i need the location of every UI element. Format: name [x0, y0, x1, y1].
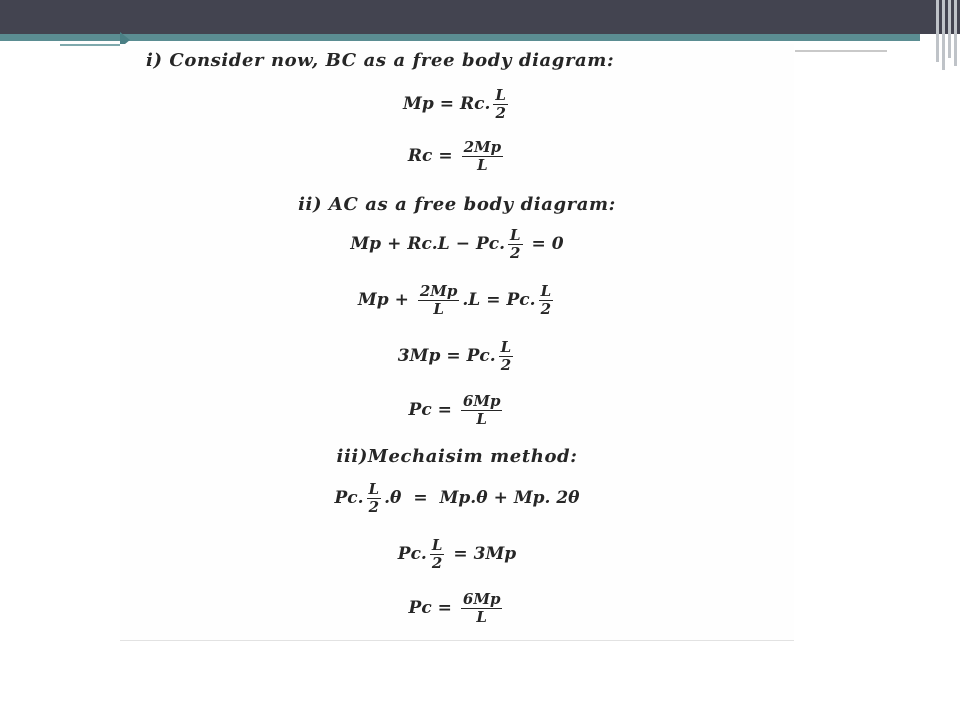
slide-right-decoration: [948, 0, 951, 58]
numerator: L: [500, 338, 512, 356]
denominator: 2: [495, 104, 506, 122]
plus-sign: +: [394, 290, 409, 310]
term: Mp: [357, 290, 389, 310]
numerator: 2Mp: [419, 282, 458, 300]
fraction: [508, 228, 523, 261]
denominator: L: [477, 156, 488, 174]
equation-work: [120, 482, 794, 515]
heading-bc-free-body: i) Consider now, BC as a free body diagram:: [146, 50, 615, 71]
heading-ac-free-body: ii) AC as a free body diagram:: [298, 194, 616, 215]
fraction: [461, 592, 503, 625]
denominator: 2: [540, 300, 552, 318]
numerator: 6Mp: [462, 392, 501, 410]
fraction: [430, 538, 445, 571]
denominator: 2: [510, 244, 521, 262]
term: Pc.: [466, 346, 496, 366]
heading-mechanism-method: iii)Mechaisim method:: [336, 446, 578, 467]
denominator: L: [476, 410, 487, 428]
numerator: L: [495, 86, 506, 104]
term: Pc.: [397, 544, 427, 564]
equation-moment-sum: [120, 228, 794, 261]
equals-sign: =: [531, 234, 546, 254]
equals-sign: =: [437, 400, 452, 420]
term: Rc: [407, 146, 433, 166]
equation-rc: [120, 140, 794, 173]
plus-sign: +: [387, 234, 402, 254]
fraction: [367, 482, 382, 515]
equation-substituted: [120, 284, 794, 317]
fraction: [462, 140, 504, 173]
equation-3mp: [120, 340, 794, 373]
equals-sign: =: [438, 146, 453, 166]
equals-sign: =: [439, 94, 454, 114]
equation-image: [120, 44, 794, 641]
term: 3Mp: [397, 346, 441, 366]
denominator: 2: [500, 356, 512, 374]
fraction: [539, 284, 554, 317]
fraction: [418, 284, 460, 317]
term: .L: [462, 290, 481, 310]
denominator: 2: [368, 498, 380, 516]
numerator: 6Mp: [462, 590, 501, 608]
term: Pc.: [334, 488, 364, 508]
numerator: L: [540, 282, 552, 300]
term: Pc.: [506, 290, 536, 310]
equals-sign: =: [413, 488, 428, 508]
slide-top-bar: [0, 0, 960, 34]
equals-sign: =: [446, 346, 461, 366]
term: Pc: [408, 400, 432, 420]
equals-sign: =: [453, 544, 468, 564]
numerator: L: [368, 480, 380, 498]
equation-pc-final: [120, 592, 794, 625]
fraction: [493, 88, 508, 121]
term: 3Mp: [473, 544, 517, 564]
fraction: [461, 394, 503, 427]
fraction: [499, 340, 514, 373]
equals-sign: =: [437, 598, 452, 618]
term: 0: [551, 234, 564, 254]
denominator: 2: [431, 554, 443, 572]
equation-pc-result: [120, 394, 794, 427]
denominator: L: [433, 300, 444, 318]
term: Rc.L: [407, 234, 450, 254]
term: Mp: [350, 234, 382, 254]
term: Mp.θ: [439, 488, 488, 508]
term: .θ: [384, 488, 402, 508]
equation-work-simplified: [120, 538, 794, 571]
slide-right-decoration: [954, 0, 957, 66]
slide-right-decoration: [942, 0, 945, 70]
equals-sign: =: [486, 290, 501, 310]
term: Pc: [408, 598, 432, 618]
term: Mp: [403, 94, 434, 114]
term: Rc.: [460, 94, 491, 114]
plus-sign: +: [493, 488, 508, 508]
term: Pc.: [475, 234, 505, 254]
equation-mp-rc: [120, 88, 794, 121]
slide-divider-line: [795, 50, 887, 52]
slide-accent-bar: [0, 34, 920, 41]
numerator: 2Mp: [463, 138, 502, 156]
numerator: L: [510, 226, 521, 244]
numerator: L: [431, 536, 443, 554]
slide-right-decoration: [936, 0, 939, 62]
minus-sign: −: [455, 234, 470, 254]
denominator: L: [476, 608, 487, 626]
term: Mp. 2θ: [513, 488, 580, 508]
